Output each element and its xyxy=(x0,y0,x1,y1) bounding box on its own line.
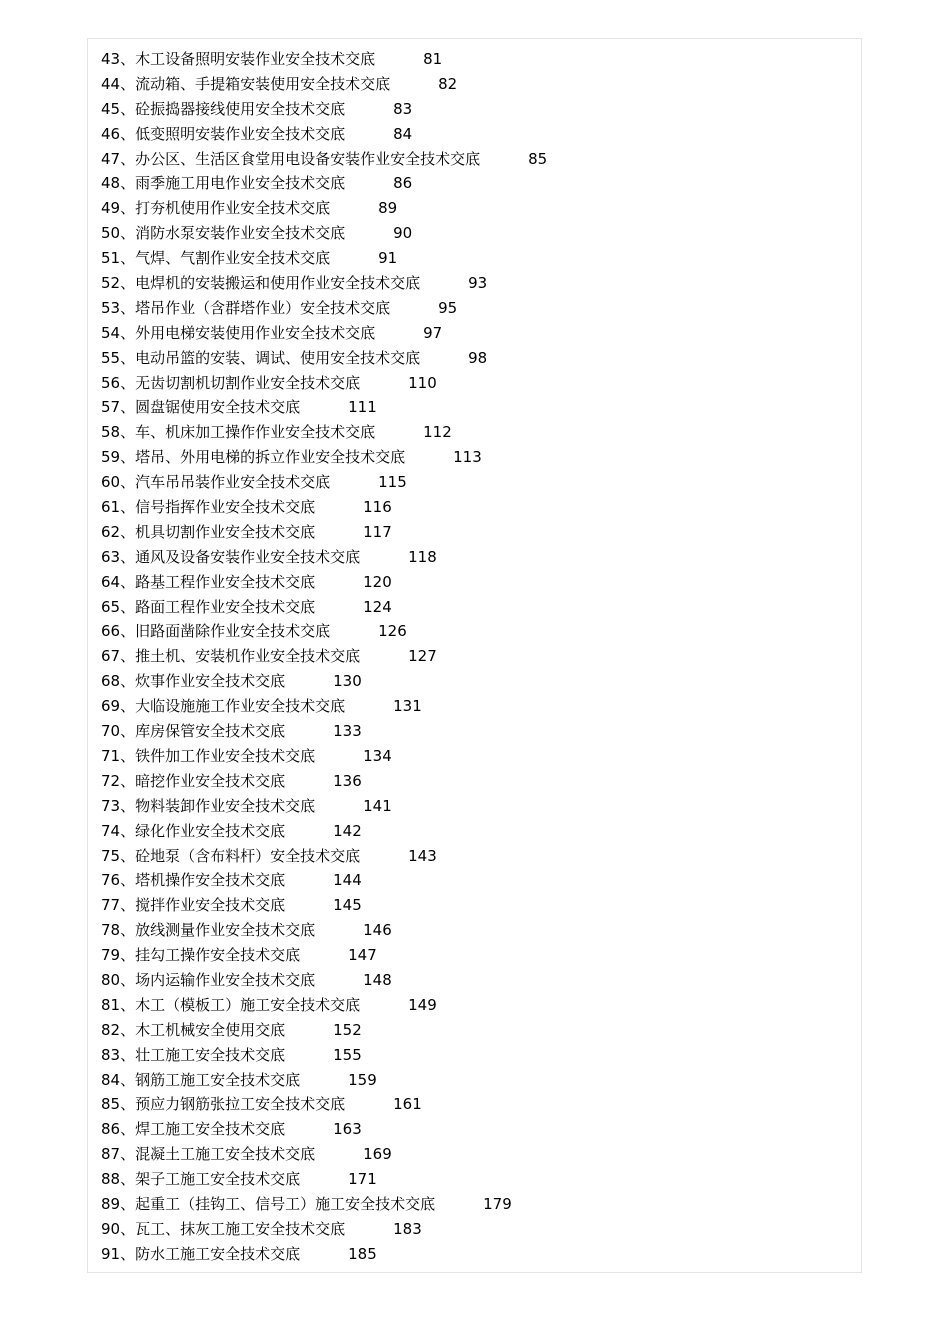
toc-entry xyxy=(101,993,547,1018)
toc-entry-page-number: 124 xyxy=(363,597,392,616)
toc-entry-title: 挂勾工操作安全技术交底 xyxy=(135,946,301,965)
toc-entry-separator: 、 xyxy=(120,298,136,317)
toc-entry xyxy=(101,570,547,595)
toc-entry xyxy=(101,171,547,196)
toc-entry-separator: 、 xyxy=(120,995,136,1014)
toc-entry-page-number: 145 xyxy=(333,896,362,915)
toc-entry-title: 推土机、安装机作业安全技术交底 xyxy=(135,647,361,666)
toc-entry-separator: 、 xyxy=(120,249,136,268)
toc-entry-number: 79 xyxy=(101,946,121,965)
toc-entry-number: 59 xyxy=(101,448,121,467)
toc-entry-page-number: 149 xyxy=(408,995,437,1014)
toc-entry xyxy=(101,619,547,644)
toc-entry-title: 瓦工、抹灰工施工安全技术交底 xyxy=(135,1219,346,1238)
toc-entry-separator: 、 xyxy=(120,722,136,741)
toc-entry-number: 53 xyxy=(101,298,121,317)
toc-entry-separator: 、 xyxy=(120,821,136,840)
toc-entry-separator: 、 xyxy=(120,796,136,815)
toc-entry-page-number: 110 xyxy=(408,373,437,392)
toc-entry-title: 木工（模板工）施工安全技术交底 xyxy=(135,995,361,1014)
toc-entry-page-number: 82 xyxy=(438,74,458,93)
toc-entry-number: 72 xyxy=(101,771,121,790)
toc-entry xyxy=(101,694,547,719)
toc-entry xyxy=(101,246,547,271)
toc-entry-number: 51 xyxy=(101,249,121,268)
toc-entry-title: 暗挖作业安全技术交底 xyxy=(135,771,286,790)
toc-entry-title: 大临设施施工作业安全技术交底 xyxy=(135,697,346,716)
toc-entry-title: 无齿切割机切割作业安全技术交底 xyxy=(135,373,361,392)
toc-entry-page-number: 131 xyxy=(393,697,422,716)
toc-entry xyxy=(101,1117,547,1142)
toc-entry xyxy=(101,1142,547,1167)
toc-entry-separator: 、 xyxy=(120,1095,136,1114)
toc-entry-title: 雨季施工用电作业安全技术交底 xyxy=(135,174,346,193)
toc-entry-page-number: 81 xyxy=(423,50,443,68)
toc-entry-page-number: 112 xyxy=(423,423,452,442)
toc-entry-separator: 、 xyxy=(120,1244,136,1263)
toc-entry-title: 混凝土工施工安全技术交底 xyxy=(135,1145,316,1164)
toc-entry xyxy=(101,520,547,545)
toc-entry-number: 45 xyxy=(101,99,121,118)
toc-entry-number: 80 xyxy=(101,970,121,989)
toc-entry-title: 绿化作业安全技术交底 xyxy=(135,821,286,840)
toc-entry-page-number: 143 xyxy=(408,846,437,865)
toc-entry-separator: 、 xyxy=(120,423,136,442)
toc-entry xyxy=(101,395,547,420)
toc-entry-number: 85 xyxy=(101,1095,121,1114)
toc-entry-number: 71 xyxy=(101,746,121,765)
toc-entry-number: 65 xyxy=(101,597,121,616)
toc-entry xyxy=(101,844,547,869)
toc-entry-title: 外用电梯安装使用作业安全技术交底 xyxy=(135,323,376,342)
toc-entry-number: 44 xyxy=(101,74,121,93)
toc-entry-number: 43 xyxy=(101,50,121,68)
toc-entry-page-number: 113 xyxy=(453,448,482,467)
toc-entry-page-number: 171 xyxy=(348,1170,377,1189)
toc-entry-page-number: 141 xyxy=(363,796,392,815)
toc-entry-title: 架子工施工安全技术交底 xyxy=(135,1170,301,1189)
toc-entry-number: 60 xyxy=(101,473,121,492)
toc-entry-separator: 、 xyxy=(120,1070,136,1089)
toc-entry-title: 壮工施工安全技术交底 xyxy=(135,1045,286,1064)
toc-entry-page-number: 142 xyxy=(333,821,362,840)
toc-entry-page-number: 179 xyxy=(483,1194,512,1213)
toc-entry-title: 气焊、气割作业安全技术交底 xyxy=(135,249,331,268)
toc-entry-separator: 、 xyxy=(120,74,136,93)
toc-entry xyxy=(101,1217,547,1242)
toc-entry-title: 塔吊作业（含群塔作业）安全技术交底 xyxy=(135,298,391,317)
toc-entry-separator: 、 xyxy=(120,199,136,218)
toc-entry-title: 钢筋工施工安全技术交底 xyxy=(135,1070,301,1089)
toc-entry xyxy=(101,595,547,620)
toc-entry-title: 起重工（挂钩工、信号工）施工安全技术交底 xyxy=(135,1194,436,1213)
toc-entry-page-number: 83 xyxy=(393,99,413,118)
toc-entry-number: 76 xyxy=(101,871,121,890)
toc-entry-separator: 、 xyxy=(120,597,136,616)
toc-entry-separator: 、 xyxy=(120,572,136,591)
toc-entry xyxy=(101,147,547,172)
toc-entry xyxy=(101,893,547,918)
toc-entry-title: 炊事作业安全技术交底 xyxy=(135,672,286,691)
toc-entry-title: 电焊机的安装搬运和使用作业安全技术交底 xyxy=(135,274,421,293)
table-of-contents xyxy=(101,47,547,1267)
toc-entry xyxy=(101,644,547,669)
toc-entry-title: 塔机操作安全技术交底 xyxy=(135,871,286,890)
toc-entry-separator: 、 xyxy=(120,896,136,915)
toc-entry xyxy=(101,1167,547,1192)
toc-entry-separator: 、 xyxy=(120,398,136,417)
toc-entry xyxy=(101,72,547,97)
toc-entry-page-number: 85 xyxy=(528,149,548,168)
toc-entry-number: 58 xyxy=(101,423,121,442)
toc-entry-separator: 、 xyxy=(120,174,136,193)
toc-entry-page-number: 169 xyxy=(363,1145,392,1164)
toc-entry-title: 防水工施工安全技术交底 xyxy=(135,1244,301,1263)
toc-entry-separator: 、 xyxy=(120,373,136,392)
toc-entry-title: 流动箱、手提箱安装使用安全技术交底 xyxy=(135,74,391,93)
toc-entry-separator: 、 xyxy=(120,970,136,989)
toc-entry-title: 汽车吊吊装作业安全技术交底 xyxy=(135,473,331,492)
toc-entry xyxy=(101,943,547,968)
toc-entry-separator: 、 xyxy=(120,622,136,641)
toc-entry-title: 打夯机使用作业安全技术交底 xyxy=(135,199,331,218)
toc-entry-page-number: 98 xyxy=(468,348,488,367)
toc-entry-separator: 、 xyxy=(120,771,136,790)
toc-entry-number: 91 xyxy=(101,1244,121,1263)
toc-entry-separator: 、 xyxy=(120,274,136,293)
toc-entry-page-number: 159 xyxy=(348,1070,377,1089)
toc-entry-separator: 、 xyxy=(120,473,136,492)
toc-entry-number: 54 xyxy=(101,323,121,342)
toc-entry xyxy=(101,1092,547,1117)
toc-entry xyxy=(101,371,547,396)
toc-entry xyxy=(101,819,547,844)
toc-entry-page-number: 152 xyxy=(333,1020,362,1039)
toc-entry-separator: 、 xyxy=(120,50,136,68)
toc-entry-separator: 、 xyxy=(120,547,136,566)
toc-entry-page-number: 161 xyxy=(393,1095,422,1114)
toc-entry-page-number: 146 xyxy=(363,921,392,940)
toc-entry-title: 搅拌作业安全技术交底 xyxy=(135,896,286,915)
toc-entry-number: 84 xyxy=(101,1070,121,1089)
toc-entry-separator: 、 xyxy=(120,522,136,541)
toc-entry-title: 消防水泵安装作业安全技术交底 xyxy=(135,224,346,243)
toc-entry-title: 木工设备照明安装作业安全技术交底 xyxy=(135,50,376,68)
toc-entry xyxy=(101,122,547,147)
toc-entry-separator: 、 xyxy=(120,1020,136,1039)
toc-entry-number: 49 xyxy=(101,199,121,218)
toc-entry-page-number: 127 xyxy=(408,647,437,666)
toc-entry-page-number: 148 xyxy=(363,970,392,989)
toc-entry-number: 82 xyxy=(101,1020,121,1039)
toc-entry-number: 57 xyxy=(101,398,121,417)
toc-entry xyxy=(101,495,547,520)
toc-entry-number: 62 xyxy=(101,522,121,541)
toc-entry-separator: 、 xyxy=(120,1145,136,1164)
toc-entry xyxy=(101,794,547,819)
toc-entry xyxy=(101,1192,547,1217)
toc-entry-number: 70 xyxy=(101,722,121,741)
toc-entry xyxy=(101,321,547,346)
toc-entry-separator: 、 xyxy=(120,921,136,940)
toc-entry-separator: 、 xyxy=(120,1045,136,1064)
toc-entry-title: 低变照明安装作业安全技术交底 xyxy=(135,124,346,143)
toc-entry xyxy=(101,470,547,495)
toc-entry-page-number: 134 xyxy=(363,746,392,765)
toc-entry-number: 46 xyxy=(101,124,121,143)
toc-entry-number: 89 xyxy=(101,1194,121,1213)
toc-entry xyxy=(101,1018,547,1043)
toc-entry-title: 旧路面凿除作业安全技术交底 xyxy=(135,622,331,641)
toc-entry-page-number: 116 xyxy=(363,498,392,517)
toc-entry-number: 83 xyxy=(101,1045,121,1064)
toc-entry xyxy=(101,669,547,694)
toc-entry-page-number: 115 xyxy=(378,473,407,492)
toc-entry-title: 预应力钢筋张拉工安全技术交底 xyxy=(135,1095,346,1114)
toc-entry-separator: 、 xyxy=(120,1120,136,1139)
toc-entry-page-number: 133 xyxy=(333,722,362,741)
toc-entry-title: 木工机械安全使用交底 xyxy=(135,1020,286,1039)
toc-entry-number: 66 xyxy=(101,622,121,641)
toc-entry xyxy=(101,296,547,321)
toc-entry-separator: 、 xyxy=(120,1170,136,1189)
toc-entry-title: 砼振捣器接线使用安全技术交底 xyxy=(135,99,346,118)
toc-entry xyxy=(101,221,547,246)
toc-entry-number: 47 xyxy=(101,149,121,168)
toc-entry-number: 73 xyxy=(101,796,121,815)
toc-entry-page-number: 136 xyxy=(333,771,362,790)
toc-entry-page-number: 90 xyxy=(393,224,413,243)
toc-entry-title: 塔吊、外用电梯的拆立作业安全技术交底 xyxy=(135,448,406,467)
toc-entry-title: 路面工程作业安全技术交底 xyxy=(135,597,316,616)
toc-entry-page-number: 147 xyxy=(348,946,377,965)
toc-entry xyxy=(101,918,547,943)
toc-entry-separator: 、 xyxy=(120,846,136,865)
toc-entry-number: 78 xyxy=(101,921,121,940)
toc-entry-separator: 、 xyxy=(120,124,136,143)
toc-entry xyxy=(101,271,547,296)
toc-entry xyxy=(101,719,547,744)
toc-entry-title: 物料装卸作业安全技术交底 xyxy=(135,796,316,815)
toc-entry-title: 通风及设备安装作业安全技术交底 xyxy=(135,547,361,566)
toc-entry-separator: 、 xyxy=(120,99,136,118)
toc-entry-title: 信号指挥作业安全技术交底 xyxy=(135,498,316,517)
toc-entry-number: 87 xyxy=(101,1145,121,1164)
toc-entry-page-number: 120 xyxy=(363,572,392,591)
toc-entry-separator: 、 xyxy=(120,746,136,765)
toc-entry xyxy=(101,97,547,122)
toc-entry-title: 办公区、生活区食堂用电设备安装作业安全技术交底 xyxy=(135,149,481,168)
toc-entry-separator: 、 xyxy=(120,498,136,517)
toc-entry-number: 86 xyxy=(101,1120,121,1139)
toc-entry xyxy=(101,445,547,470)
toc-entry-number: 77 xyxy=(101,896,121,915)
toc-entry-number: 74 xyxy=(101,821,121,840)
toc-entry-page-number: 163 xyxy=(333,1120,362,1139)
toc-entry-title: 放线测量作业安全技术交底 xyxy=(135,921,316,940)
toc-entry-page-number: 89 xyxy=(378,199,398,218)
toc-entry xyxy=(101,420,547,445)
toc-entry-number: 68 xyxy=(101,672,121,691)
toc-entry-number: 90 xyxy=(101,1219,121,1238)
toc-entry-separator: 、 xyxy=(120,697,136,716)
toc-entry-number: 88 xyxy=(101,1170,121,1189)
toc-entry-separator: 、 xyxy=(120,149,136,168)
toc-entry-title: 焊工施工安全技术交底 xyxy=(135,1120,286,1139)
toc-entry-title: 圆盘锯使用安全技术交底 xyxy=(135,398,301,417)
toc-entry xyxy=(101,968,547,993)
toc-entry-title: 机具切割作业安全技术交底 xyxy=(135,522,316,541)
toc-entry-page-number: 95 xyxy=(438,298,458,317)
toc-entry-page-number: 117 xyxy=(363,522,392,541)
toc-entry xyxy=(101,545,547,570)
toc-entry-number: 50 xyxy=(101,224,121,243)
toc-entry xyxy=(101,346,547,371)
toc-entry-number: 67 xyxy=(101,647,121,666)
toc-entry xyxy=(101,744,547,769)
toc-entry-page-number: 118 xyxy=(408,547,437,566)
toc-entry-title: 库房保管安全技术交底 xyxy=(135,722,286,741)
toc-entry-page-number: 97 xyxy=(423,323,443,342)
toc-entry-separator: 、 xyxy=(120,1194,136,1213)
toc-entry-number: 69 xyxy=(101,697,121,716)
toc-entry-page-number: 84 xyxy=(393,124,413,143)
toc-entry-page-number: 155 xyxy=(333,1045,362,1064)
toc-entry-separator: 、 xyxy=(120,672,136,691)
toc-entry-number: 63 xyxy=(101,547,121,566)
toc-entry-separator: 、 xyxy=(120,323,136,342)
toc-entry-title: 路基工程作业安全技术交底 xyxy=(135,572,316,591)
toc-entry-number: 64 xyxy=(101,572,121,591)
toc-entry-page-number: 144 xyxy=(333,871,362,890)
toc-entry xyxy=(101,196,547,221)
toc-entry-separator: 、 xyxy=(120,348,136,367)
toc-entry-title: 电动吊篮的安装、调试、使用安全技术交底 xyxy=(135,348,421,367)
toc-entry xyxy=(101,47,547,72)
toc-entry-separator: 、 xyxy=(120,1219,136,1238)
toc-entry xyxy=(101,1068,547,1093)
toc-entry-number: 61 xyxy=(101,498,121,517)
toc-entry-page-number: 91 xyxy=(378,249,398,268)
toc-entry-number: 48 xyxy=(101,174,121,193)
toc-entry-number: 56 xyxy=(101,373,121,392)
toc-entry-page-number: 126 xyxy=(378,622,407,641)
toc-entry-number: 81 xyxy=(101,995,121,1014)
toc-entry xyxy=(101,769,547,794)
toc-entry-separator: 、 xyxy=(120,448,136,467)
toc-entry-page-number: 183 xyxy=(393,1219,422,1238)
toc-entry-separator: 、 xyxy=(120,871,136,890)
toc-entry-page-number: 130 xyxy=(333,672,362,691)
toc-entry-page-number: 86 xyxy=(393,174,413,193)
toc-entry-number: 55 xyxy=(101,348,121,367)
toc-entry-number: 75 xyxy=(101,846,121,865)
toc-entry-title: 砼地泵（含布料杆）安全技术交底 xyxy=(135,846,361,865)
toc-entry-page-number: 93 xyxy=(468,274,488,293)
toc-entry-title: 场内运输作业安全技术交底 xyxy=(135,970,316,989)
toc-entry-separator: 、 xyxy=(120,946,136,965)
toc-entry xyxy=(101,1242,547,1267)
toc-entry-title: 车、机床加工操作作业安全技术交底 xyxy=(135,423,376,442)
toc-entry-separator: 、 xyxy=(120,224,136,243)
toc-entry-number: 52 xyxy=(101,274,121,293)
toc-entry-separator: 、 xyxy=(120,647,136,666)
toc-entry-page-number: 185 xyxy=(348,1244,377,1263)
toc-entry-page-number: 111 xyxy=(348,398,377,417)
toc-entry xyxy=(101,868,547,893)
toc-entry-title: 铁件加工作业安全技术交底 xyxy=(135,746,316,765)
toc-entry xyxy=(101,1043,547,1068)
